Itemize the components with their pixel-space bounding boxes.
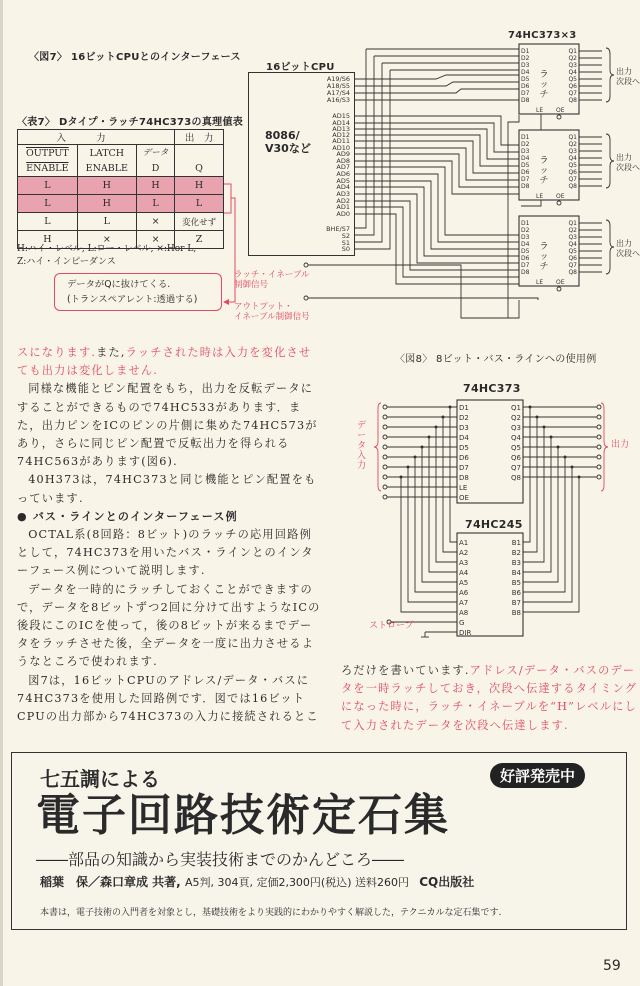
svg-text:D1: D1 <box>459 404 469 412</box>
truth-table <box>17 129 224 249</box>
svg-text:Q6: Q6 <box>511 454 521 462</box>
svg-text:Q7: Q7 <box>511 464 521 472</box>
table-cell: Z <box>175 231 224 249</box>
svg-text:LE: LE <box>536 279 544 286</box>
input-header-right: 力 <box>96 133 136 144</box>
svg-text:A2: A2 <box>459 549 469 557</box>
table-cell: L <box>18 213 78 231</box>
svg-text:D2: D2 <box>521 141 530 148</box>
svg-text:AD13: AD13 <box>332 125 350 133</box>
svg-text:出力: 出力 <box>616 67 632 76</box>
figure8-wiring <box>343 375 640 645</box>
svg-text:D8: D8 <box>521 97 530 104</box>
col-header-q-line2: Q <box>195 162 203 174</box>
svg-text:AD12: AD12 <box>332 131 350 139</box>
svg-text:D6: D6 <box>459 454 469 462</box>
svg-text:Q3: Q3 <box>568 234 577 241</box>
svg-text:A16/S3: A16/S3 <box>326 96 350 104</box>
table-cell: H <box>77 177 136 195</box>
svg-text:AD4: AD4 <box>336 183 350 191</box>
left-column-text <box>17 344 321 726</box>
svg-text:D7: D7 <box>459 464 469 472</box>
table-cell: H <box>18 231 78 249</box>
svg-text:AD14: AD14 <box>332 119 350 127</box>
svg-text:B6: B6 <box>511 589 521 597</box>
svg-text:ッ: ッ <box>539 80 549 90</box>
transparent-callout <box>54 273 222 311</box>
input-group-header <box>18 130 175 145</box>
svg-text:Q5: Q5 <box>511 444 521 452</box>
svg-text:D5: D5 <box>521 76 530 83</box>
svg-text:LE: LE <box>536 107 544 114</box>
svg-text:D3: D3 <box>521 234 530 241</box>
svg-text:ラ: ラ <box>539 156 549 166</box>
svg-text:Q6: Q6 <box>568 169 577 176</box>
svg-text:Q5: Q5 <box>568 248 577 255</box>
svg-text:LE: LE <box>459 484 468 492</box>
svg-text:A18/S5: A18/S5 <box>326 82 350 90</box>
svg-text:Q1: Q1 <box>511 404 521 412</box>
svg-text:OE: OE <box>556 107 565 114</box>
svg-text:Q4: Q4 <box>568 155 577 162</box>
ad-publisher: CQ出版社 <box>419 875 475 889</box>
table-cell: L <box>136 195 174 213</box>
table7-caption: 〈表7〉 Dタイプ・ラッチ74HC373の真理値表 <box>17 117 244 128</box>
cpu-model-line1: 8086/ <box>265 129 300 142</box>
svg-text:D6: D6 <box>521 255 530 262</box>
svg-text:Q6: Q6 <box>568 255 577 262</box>
svg-text:AD11: AD11 <box>332 137 350 145</box>
svg-text:Q6: Q6 <box>568 83 577 90</box>
col-header-data-line2: D <box>151 163 160 174</box>
callout-connector-arrow <box>223 180 243 310</box>
figure7-schematic <box>234 30 640 330</box>
svg-text:A5: A5 <box>459 579 469 587</box>
right-column-text <box>341 662 640 735</box>
svg-text:B1: B1 <box>511 539 521 547</box>
output-enable-line1: アウトプット・ <box>234 302 293 312</box>
table-row <box>18 177 224 195</box>
svg-text:Q5: Q5 <box>568 76 577 83</box>
right-paragraph <box>341 662 640 735</box>
svg-text:D2: D2 <box>521 227 530 234</box>
svg-text:D7: D7 <box>521 90 530 97</box>
svg-text:Q7: Q7 <box>568 262 577 269</box>
svg-text:AD15: AD15 <box>332 112 350 120</box>
svg-text:ッ: ッ <box>539 166 549 176</box>
svg-text:チ: チ <box>539 176 549 186</box>
latch-enable-line1: ラッチ・イネーブル <box>234 270 310 280</box>
output-label: 出力 <box>611 440 630 450</box>
col-header-data-line1: データ <box>142 148 169 158</box>
col-header-output-enable-line2: ENABLE <box>26 162 69 174</box>
svg-text:D1: D1 <box>521 134 530 141</box>
svg-text:A6: A6 <box>459 589 469 597</box>
table-cell: L <box>175 195 224 213</box>
svg-text:Q4: Q4 <box>511 434 521 442</box>
latch-array-title: 74HC373×3 <box>508 30 577 41</box>
svg-text:Q5: Q5 <box>568 162 577 169</box>
svg-text:B3: B3 <box>511 559 521 567</box>
svg-text:Q1: Q1 <box>568 134 577 141</box>
col-header-latch-enable-line1: LATCH <box>89 147 125 159</box>
svg-text:AD6: AD6 <box>336 170 350 178</box>
svg-text:BHE/S7: BHE/S7 <box>326 225 350 233</box>
ad-badge: 好評発売中 <box>490 763 585 788</box>
table-cell: L <box>77 213 136 231</box>
right-para-black: ろだけを書いています. <box>341 664 470 677</box>
svg-text:A3: A3 <box>459 559 469 567</box>
svg-text:OE: OE <box>556 279 565 286</box>
svg-text:D3: D3 <box>521 62 530 69</box>
svg-text:D3: D3 <box>459 424 469 432</box>
svg-text:次段へ: 次段へ <box>616 77 640 86</box>
svg-text:S0: S0 <box>341 245 350 253</box>
svg-text:Q2: Q2 <box>568 141 577 148</box>
svg-text:B8: B8 <box>511 609 521 617</box>
col-header-latch-enable-line2: ENABLE <box>85 162 128 174</box>
svg-text:D4: D4 <box>459 434 469 442</box>
callout-line1: データがQに抜けてくる. <box>67 279 171 290</box>
svg-text:B7: B7 <box>511 599 521 607</box>
svg-text:OE: OE <box>556 193 565 200</box>
figure7-caption: 〈図7〉 16ビットCPUとのインターフェース <box>29 52 241 63</box>
svg-text:A17/S4: A17/S4 <box>326 89 350 97</box>
svg-text:Q4: Q4 <box>568 241 577 248</box>
latch-enable-signal-label <box>234 270 309 290</box>
table-cell: × <box>77 231 136 249</box>
svg-text:G: G <box>459 619 465 627</box>
svg-text:Q8: Q8 <box>568 183 577 190</box>
svg-text:Q1: Q1 <box>568 48 577 55</box>
data-input-label: データ入力 <box>357 421 367 471</box>
paragraph-1: 同様な機能とピン配置をもち，出力を反転データにすることができるもので74HC533があります．また，出力ピンをICのピンの片側に集めた74HC573があり，さらに同じピン配置で反転出力を得られる74HC563があります(図6). <box>17 382 318 469</box>
svg-text:出力: 出力 <box>616 239 632 248</box>
svg-text:D6: D6 <box>521 169 530 176</box>
svg-text:AD9: AD9 <box>336 150 350 158</box>
paragraph-2: 40H373は，74HC373と同じ機能とピン配置をもっています. <box>17 473 317 505</box>
svg-text:ッ: ッ <box>539 252 549 262</box>
table-cell: H <box>175 177 224 195</box>
svg-text:OE: OE <box>459 494 469 502</box>
truth-table-legend <box>17 243 196 269</box>
svg-text:D4: D4 <box>521 155 530 162</box>
ad-authors: 稲葉 保／森口章成 共著, <box>40 875 181 889</box>
svg-text:AD7: AD7 <box>336 163 350 171</box>
table-cell: × <box>136 213 174 231</box>
para0-red-a: スになります. <box>17 346 97 359</box>
svg-text:D5: D5 <box>459 444 469 452</box>
svg-text:ラ: ラ <box>539 242 549 252</box>
svg-text:AD10: AD10 <box>332 144 350 152</box>
truth-table-group-header <box>18 130 224 145</box>
table-row <box>18 213 224 231</box>
truth-table-column-header <box>18 145 224 177</box>
strobe-label: ストローブ <box>369 621 414 631</box>
svg-text:A8: A8 <box>459 609 469 617</box>
svg-text:AD0: AD0 <box>336 210 350 218</box>
page-number: 59 <box>603 958 621 974</box>
svg-text:D7: D7 <box>521 262 530 269</box>
ad-title: 電子回路技術定石集 <box>36 790 450 841</box>
ad-details <box>40 873 474 890</box>
col-header-latch-enable <box>77 145 136 177</box>
table-cell: × <box>136 231 174 249</box>
svg-text:D1: D1 <box>521 48 530 55</box>
table-cell: L <box>18 195 78 213</box>
col-header-output-enable-line1: OUTPUT <box>26 147 69 159</box>
paragraph-3: OCTAL系(8回路：8ビット)のラッチの応用回路例として，74HC373を用いたバス・ラインとのインターフェース例について説明します. <box>17 528 314 578</box>
input-header-left: 入 <box>56 133 97 144</box>
svg-text:D2: D2 <box>459 414 469 422</box>
svg-text:チ: チ <box>539 262 549 272</box>
svg-text:A7: A7 <box>459 599 469 607</box>
svg-text:AD8: AD8 <box>336 157 350 165</box>
col-header-data <box>136 145 174 177</box>
figure8-schematic <box>343 375 640 645</box>
svg-text:B5: B5 <box>511 579 521 587</box>
legend-line2: Z:ハイ・インピーダンス <box>17 257 116 267</box>
output-enable-signal-label <box>234 302 310 322</box>
svg-text:D8: D8 <box>521 183 530 190</box>
table-cell: 変化せず <box>175 213 224 231</box>
svg-text:D2: D2 <box>521 55 530 62</box>
svg-text:A4: A4 <box>459 569 469 577</box>
svg-text:D3: D3 <box>521 148 530 155</box>
paragraph-4: データを一時的にラッチしておくことができますので，データを8ビットずつ2回に分けて出すようなICの後段にこのICを使って，後の8ビットが来るまでデータをラッチさせた後，全データを一度に出力させるようなところで使われます. <box>17 582 321 669</box>
book-advertisement <box>11 752 627 930</box>
svg-text:出力: 出力 <box>616 153 632 162</box>
table-row <box>18 195 224 213</box>
svg-text:AD3: AD3 <box>336 190 350 198</box>
callout-line2: (トランスペアレント:透過する) <box>67 294 198 305</box>
svg-text:Q3: Q3 <box>568 62 577 69</box>
cpu-title: 16ビットCPU <box>266 62 335 73</box>
chip-74hc245-title: 74HC245 <box>465 518 523 531</box>
svg-text:Q3: Q3 <box>568 148 577 155</box>
section-heading: ● バス・ラインとのインターフェース例 <box>17 509 238 523</box>
svg-text:LE: LE <box>536 193 544 200</box>
svg-text:Q8: Q8 <box>568 269 577 276</box>
svg-text:Q2: Q2 <box>568 55 577 62</box>
svg-text:D8: D8 <box>459 474 469 482</box>
svg-text:Q2: Q2 <box>511 414 521 422</box>
svg-text:S2: S2 <box>341 232 350 240</box>
col-header-q <box>175 145 224 177</box>
svg-text:A19/S6: A19/S6 <box>326 75 350 83</box>
svg-text:Q7: Q7 <box>568 176 577 183</box>
col-header-output-enable <box>18 145 78 177</box>
table-cell: H <box>136 177 174 195</box>
figure8-caption: 〈図8〉 8ビット・バス・ラインへの使用例 <box>395 354 597 365</box>
svg-text:AD1: AD1 <box>336 203 350 211</box>
cpu-model-line2: V30など <box>265 142 311 155</box>
svg-text:D8: D8 <box>521 269 530 276</box>
svg-text:D1: D1 <box>521 220 530 227</box>
svg-text:B2: B2 <box>511 549 521 557</box>
svg-text:B4: B4 <box>511 569 521 577</box>
svg-text:ラ: ラ <box>539 70 549 80</box>
svg-text:Q1: Q1 <box>568 220 577 227</box>
svg-text:Q2: Q2 <box>568 227 577 234</box>
paragraph-5: 図7は，16ビットCPUのアドレス/データ・バスに74HC373を使用した回路例です．図では16ビットCPUの出力部から74HC373の入力に接続されるとこ <box>17 673 319 724</box>
legend-line1: H:ハイ・レベル, L:ロー・レベル, ×:Hor L, <box>17 244 197 254</box>
svg-text:S1: S1 <box>341 239 350 247</box>
ad-subtitle: 七五調による <box>40 767 160 791</box>
table-cell: H <box>77 195 136 213</box>
right-para-red: アドレス/データ・バスのデータを一時ラッチしておき，次段へ伝達するタイミングになった時に，ラッチ・イネーブルを“H”レベルにして入力されたデータを次段へ伝達します. <box>341 664 638 732</box>
para0-black: また, <box>96 346 126 359</box>
svg-text:D6: D6 <box>521 83 530 90</box>
svg-text:AD2: AD2 <box>336 197 350 205</box>
svg-text:Q4: Q4 <box>568 69 577 76</box>
svg-text:D4: D4 <box>521 241 530 248</box>
svg-text:Q8: Q8 <box>568 97 577 104</box>
svg-text:D5: D5 <box>521 162 530 169</box>
output-enable-line2: イネーブル制御信号 <box>234 312 310 322</box>
ad-tagline: ――部品の知識から実装技術までのかんどころ―― <box>36 850 405 869</box>
svg-text:次段へ: 次段へ <box>616 249 640 258</box>
para0-red-b: ラッチされた時は入力を変化させても出力は変化しません. <box>17 346 312 378</box>
paragraph-0 <box>17 344 321 380</box>
output-group-header: 出 力 <box>175 130 224 145</box>
svg-text:Q3: Q3 <box>511 424 521 432</box>
ad-description: 本書は，電子技術の入門者を対象とし，基礎技術をより実践的にわかりやすく解説した，テクニカルな定石集です. <box>40 908 502 918</box>
svg-text:AD5: AD5 <box>336 177 350 185</box>
svg-text:D7: D7 <box>521 176 530 183</box>
latch-enable-line2: 制御信号 <box>234 280 269 290</box>
svg-text:DIR: DIR <box>459 629 472 637</box>
svg-text:D4: D4 <box>521 69 530 76</box>
svg-text:次段へ: 次段へ <box>616 163 640 172</box>
table-cell: L <box>18 177 78 195</box>
svg-text:チ: チ <box>539 90 549 100</box>
svg-text:D5: D5 <box>521 248 530 255</box>
svg-text:A1: A1 <box>459 539 469 547</box>
svg-text:Q7: Q7 <box>568 90 577 97</box>
svg-text:Q8: Q8 <box>511 474 521 482</box>
ad-specs: A5判, 304頁, 定価2,300円(税込) 送料260円 <box>184 876 410 889</box>
chip-74hc373-title: 74HC373 <box>463 382 521 395</box>
